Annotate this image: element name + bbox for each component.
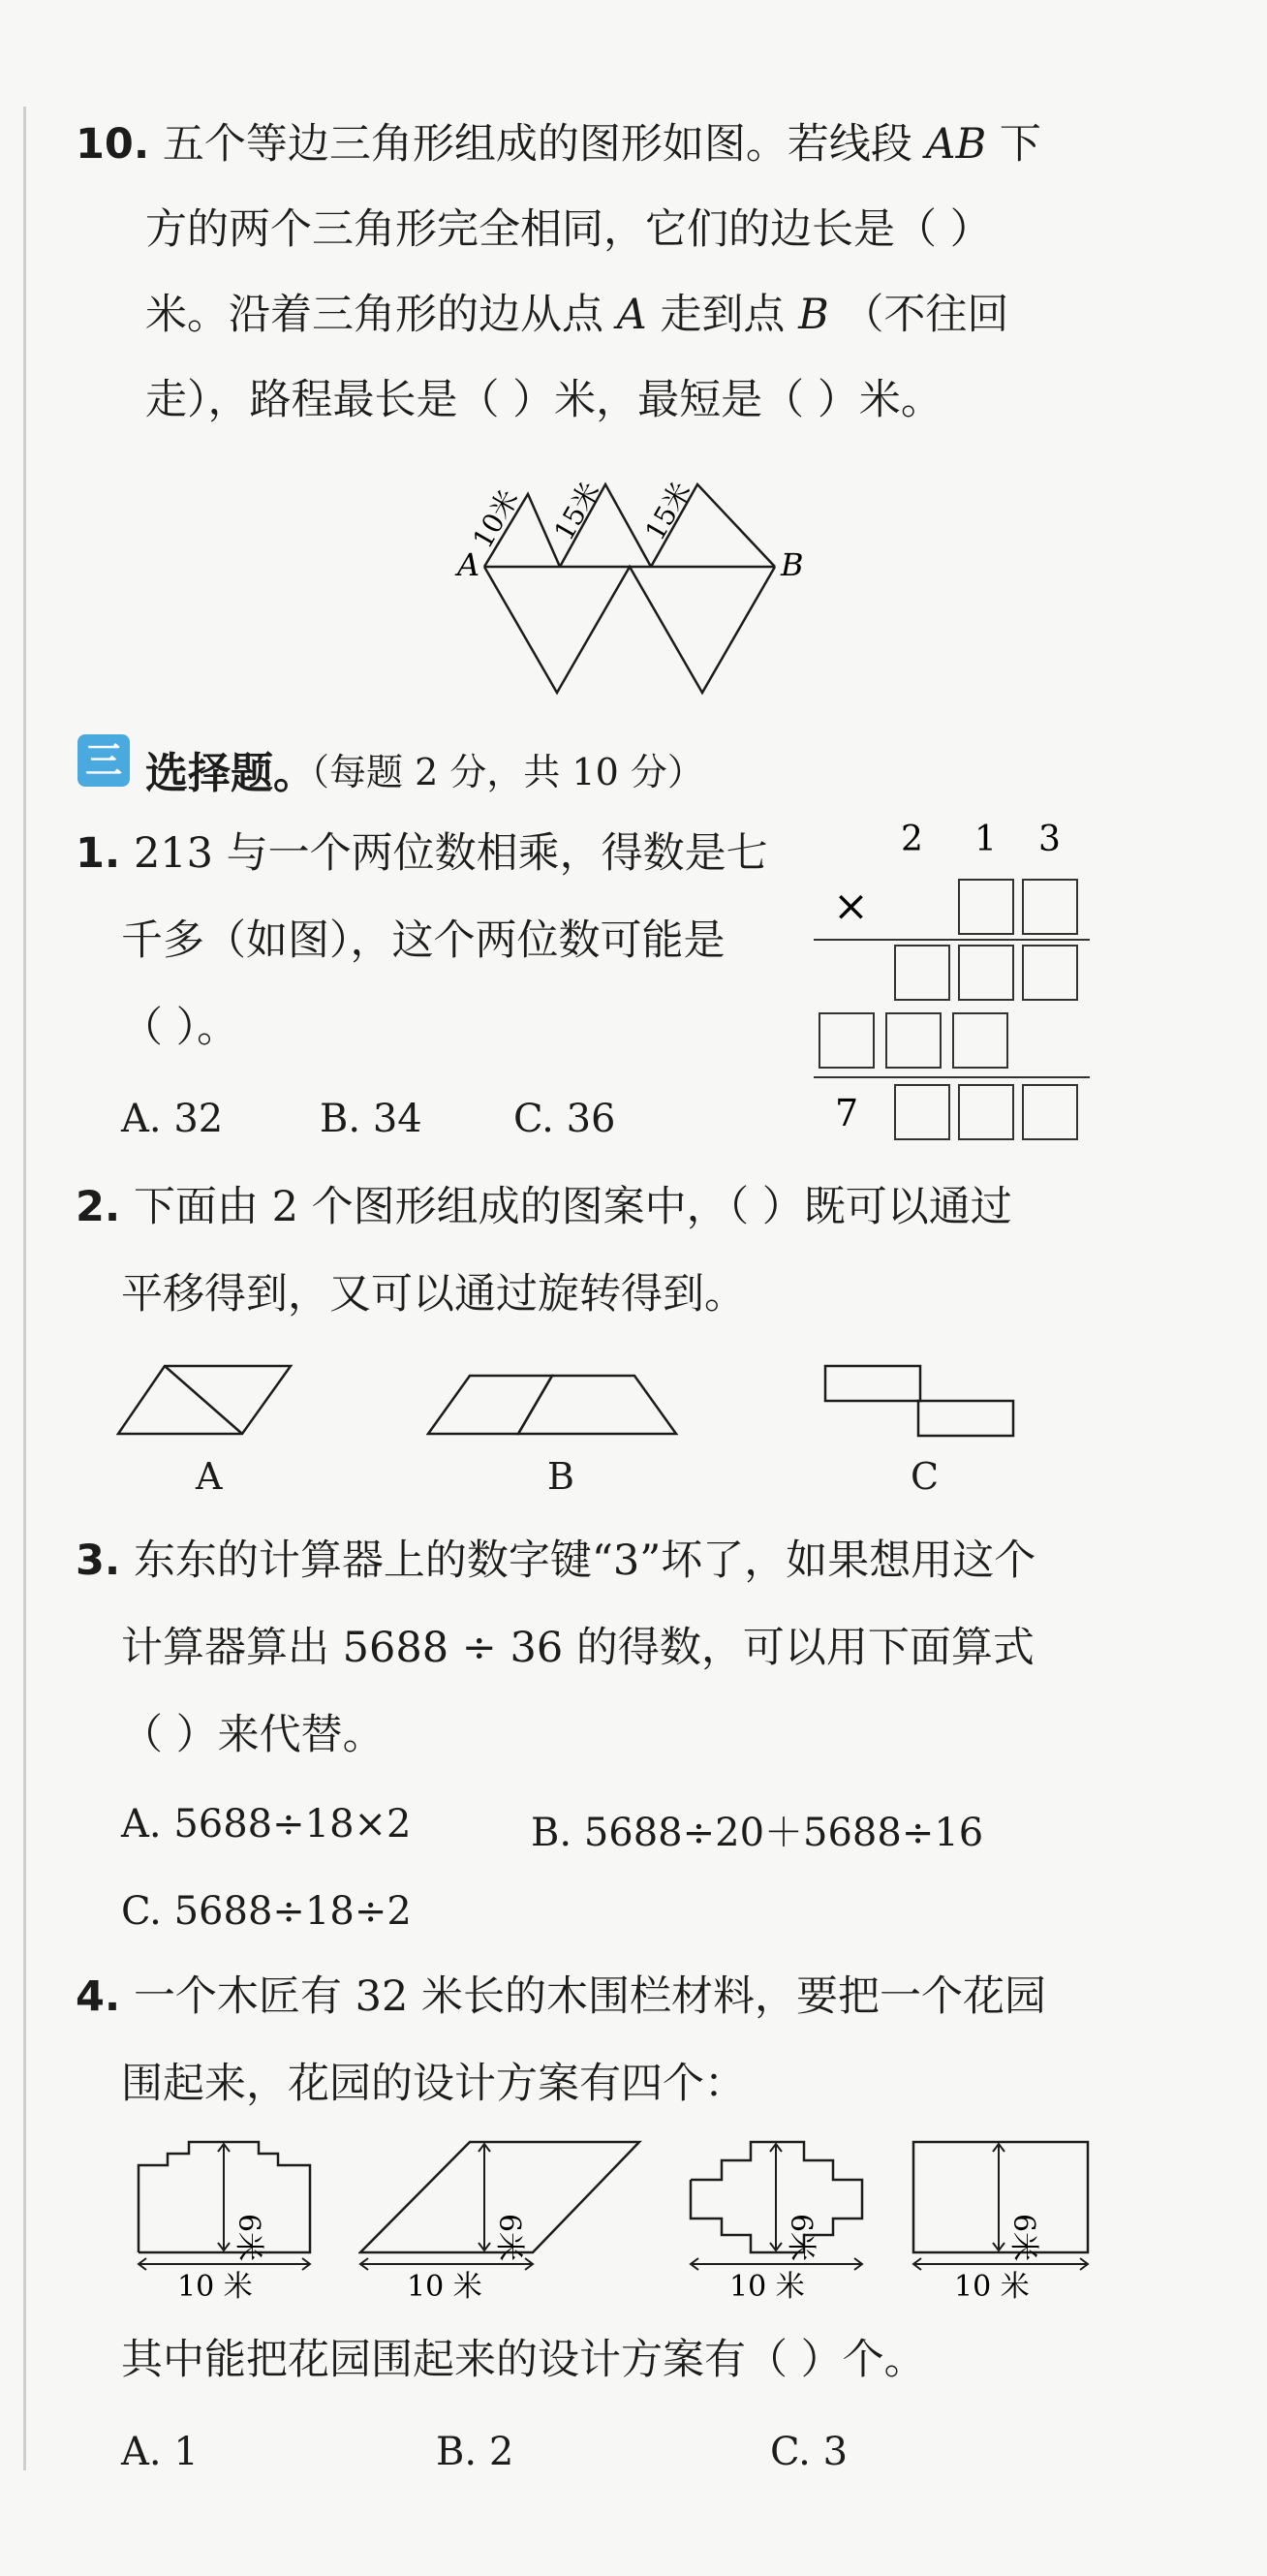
height-label: 6米 — [1006, 2214, 1040, 2262]
q1-line1 — [76, 829, 768, 878]
height-label: 6米 — [784, 2214, 818, 2262]
q2-figure-c — [823, 1356, 1017, 1443]
section-icon: 三 — [77, 734, 130, 787]
digit-box — [953, 1013, 1007, 1068]
q10-point-b: B — [798, 291, 829, 339]
digit-box — [895, 946, 949, 1000]
q2-label-b[interactable]: B — [547, 1455, 574, 1498]
q10-text-3c: 走到点 — [660, 291, 786, 339]
q2-label-a[interactable]: A — [196, 1455, 223, 1498]
q10-text-1c: 下 — [999, 120, 1041, 169]
garden-design-4 — [906, 2136, 1099, 2301]
q10-triangle-figure — [446, 455, 814, 707]
q10-text-3e: （不往回 — [842, 291, 1009, 339]
q4-option-c[interactable]: C. 3 — [770, 2430, 849, 2474]
width-label: 10 米 — [729, 2270, 805, 2301]
width-label: 10 米 — [954, 2270, 1030, 2301]
q3-number: 3. — [76, 1536, 121, 1585]
label-a: A — [457, 546, 480, 583]
q4-option-b[interactable]: B. 2 — [436, 2430, 514, 2474]
q10-text-3a: 米。沿着三角形的边从点 — [145, 291, 603, 339]
q4-option-a[interactable]: A. 1 — [121, 2430, 199, 2474]
q2-label-c[interactable]: C — [911, 1455, 940, 1498]
q1-number: 1. — [76, 829, 121, 878]
digit-box — [1023, 880, 1077, 934]
section-note: （每题 2 分，共 10 分） — [293, 751, 704, 793]
q10-line2: 方的两个三角形完全相同，它们的边长是（ ） — [145, 205, 992, 254]
digit-3: 3 — [1038, 820, 1061, 859]
digit-box — [819, 1013, 874, 1068]
q10-point-a: A — [616, 291, 647, 339]
height-label: 6米 — [232, 2214, 265, 2262]
q1-option-a[interactable]: A. 32 — [121, 1097, 224, 1141]
digit-box — [959, 880, 1013, 934]
q2-line2: 平移得到，又可以通过旋转得到。 — [121, 1270, 746, 1319]
garden-design-2 — [358, 2136, 649, 2301]
q1-option-c[interactable]: C. 36 — [513, 1097, 616, 1141]
q3-option-a[interactable]: A. 5688÷18×2 — [121, 1802, 412, 1847]
q3-line1 — [76, 1536, 1036, 1585]
garden-design-1 — [131, 2136, 324, 2301]
q3-line3: （ ）来代替。 — [121, 1711, 385, 1759]
q10-line1 — [76, 120, 1041, 169]
q4-line1 — [76, 1972, 1046, 2021]
side-label-15b: 15米 — [638, 476, 697, 546]
q4-number: 4. — [76, 1972, 121, 2021]
side-label-15a: 15米 — [547, 476, 606, 546]
digit-box — [1023, 1085, 1077, 1139]
q10-ab: AB — [925, 120, 987, 169]
label-b: B — [781, 546, 804, 583]
q4-line3: 其中能把花园围起来的设计方案有（ ）个。 — [121, 2336, 926, 2384]
digit-box — [1023, 946, 1077, 1000]
q3-line2: 计算器算出 5688 ÷ 36 的得数，可以用下面算式 — [121, 1624, 1035, 1672]
leading-7: 7 — [835, 1092, 859, 1134]
q3-option-c[interactable]: C. 5688÷18÷2 — [121, 1889, 412, 1934]
q3-option-b[interactable]: B. 5688÷20＋5688÷16 — [531, 1811, 984, 1855]
q10-line4: 走），路程最长是（ ）米，最短是（ ）米。 — [145, 376, 943, 424]
q3-text-1: 东东的计算器上的数字键“3”坏了，如果想用这个 — [133, 1536, 1036, 1585]
q2-line1 — [76, 1183, 1012, 1231]
q1-line3: （ ）。 — [121, 1004, 239, 1052]
q1-multiplication-figure — [814, 814, 1095, 1148]
section-title: 选择题。 — [145, 749, 316, 798]
q10-text-1a: 五个等边三角形组成的图形如图。若线段 — [162, 120, 912, 169]
lower-triangles — [484, 567, 775, 693]
q1-line2: 千多（如图），这个两位数可能是 — [121, 916, 726, 965]
width-label: 10 米 — [177, 2270, 253, 2301]
digit-2: 2 — [901, 820, 923, 859]
digit-box — [959, 1085, 1013, 1139]
digit-1: 1 — [974, 820, 997, 859]
q10-number: 10. — [76, 120, 150, 169]
digit-box — [895, 1085, 949, 1139]
q10-line3 — [145, 291, 1009, 339]
q1-option-b[interactable]: B. 34 — [320, 1097, 422, 1141]
q2-figure-b — [426, 1366, 688, 1443]
times-sign: × — [833, 882, 869, 931]
margin-line — [23, 107, 26, 2470]
q1-text-1: 213 与一个两位数相乘，得数是七 — [133, 829, 768, 878]
q2-figure-a — [116, 1356, 300, 1443]
width-label: 10 米 — [407, 2270, 482, 2301]
q2-number: 2. — [76, 1183, 121, 1231]
digit-box — [886, 1013, 941, 1068]
q2-text-1: 下面由 2 个图形组成的图案中，（ ）既可以通过 — [133, 1183, 1012, 1231]
digit-box — [959, 946, 1013, 1000]
q4-line2: 围起来，花园的设计方案有四个： — [121, 2060, 746, 2108]
garden-design-3 — [683, 2136, 877, 2301]
q4-text-1: 一个木匠有 32 米长的木围栏材料，要把一个花园 — [133, 1972, 1046, 2021]
side-label-10: 10米 — [466, 483, 525, 554]
height-label: 6米 — [492, 2214, 526, 2262]
